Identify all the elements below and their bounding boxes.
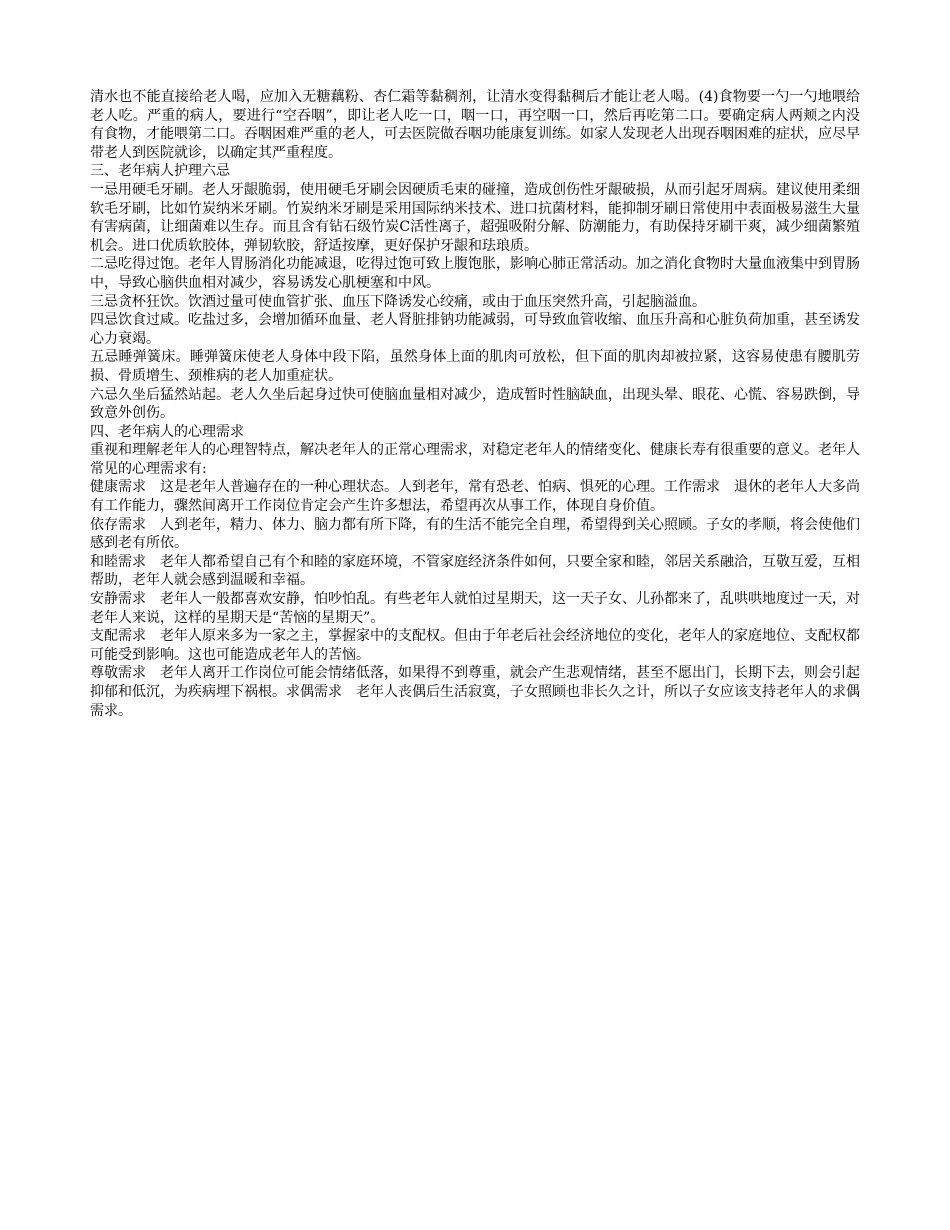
paragraph-taboo-drinking: 三忌贪杯狂饮。饮酒过量可使血管扩张、血压下降诱发心绞痛，或由于血压突然升高，引起脑溢血。	[90, 293, 706, 310]
paragraph-taboo-salty-food: 四忌饮食过咸。吃盐过多，会增加循环血量、老人肾脏排钠功能减弱，可导致血管收缩、血压升高和心脏负荷加重，甚至诱发心力衰竭。	[90, 312, 860, 347]
paragraph-taboo-standing-suddenly: 六忌久坐后猛然站起。老人久坐后起身过快可使脑血量相对减少，造成暂时性脑缺血，出现头晕、眼花、心慌、容易跌倒，导致意外创伤。	[90, 386, 860, 422]
paragraph-need-health-work: 健康需求 这是老年人普遍存在的一种心理状态。人到老年，常有恐老、怕病、惧死的心理。工作需求 退休的老年人大多尚有工作能力，骤然间离开工作岗位肯定会产生许多想法，希望再次从事工作，体现自身价值。	[90, 479, 860, 515]
paragraph-need-respect-companionship: 尊敬需求 老年人离开工作岗位可能会情绪低落，如果得不到尊重，就会产生悲观情绪，甚至不愿出门，长期下去，则会引起抑郁和低沉，为疾病埋下祸根。求偶需求 老年人丧偶后生活寂寞，子女照顾也非长久之计，所以子女应该支持老年人的求偶需求。	[90, 665, 860, 719]
paragraph-need-quiet: 安静需求 老年人一般都喜欢安静，怕吵怕乱。有些老年人就怕过星期天，这一天子女、儿孙都来了，乱哄哄地度过一天，对老年人来说，这样的星期天是“苦恼的星期天”。	[90, 591, 860, 626]
section-heading-six-taboos: 三、老年病人护理六忌	[90, 163, 230, 180]
paragraph-taboo-spring-bed: 五忌睡弹簧床。睡弹簧床使老人身体中段下陷，虽然身体上面的肌肉可放松，但下面的肌肉却被拉紧，这容易使患有腰肌劳损、骨质增生、颈椎病的老人加重症状。	[90, 349, 860, 384]
paragraph-taboo-overeating: 二忌吃得过饱。老年人胃肠消化功能减退，吃得过饱可致上腹饱胀，影响心肺正常活动。加之消化食物时大量血液集中到胃肠中，导致心脑供血相对减少，容易诱发心肌梗塞和中风。	[90, 256, 860, 291]
paragraph-need-control: 支配需求 老年人原来多为一家之主，掌握家中的支配权。但由于年老后社会经济地位的变化，老年人的家庭地位、支配权都可能受到影响。这也可能造成老年人的苦恼。	[90, 628, 860, 663]
paragraph-taboo-hard-toothbrush: 一忌用硬毛牙刷。老人牙龈脆弱，使用硬毛牙刷会因硬质毛束的碰撞，造成创伤性牙龈破损，从而引起牙周病。建议使用柔细软毛牙刷，比如竹炭纳米牙刷。竹炭纳米牙刷是采用国际纳米技术、进口抗菌材料，能抑制牙刷日常使用中表面极易滋生大量有害病菌，让细菌难以生存。而且含有钻石级竹炭C活性离子，超强吸附分解、防潮能力，有助保持牙刷干爽，减少细菌繁殖机会。进口优质软胶体，弹韧软胶，舒适按摩，更好保护牙龈和珐琅质。	[90, 181, 860, 254]
paragraph-swallowing-care: 清水也不能直接给老人喝，应加入无糖藕粉、杏仁霜等黏稠剂，让清水变得黏稠后才能让老人喝。(4)食物要一勺一勺地喂给老人吃。严重的病人，要进行“空吞咽”，即让老人吃一口，咽一口，再空咽一口，然后再吃第二口。要确定病人两颊之内没有食物，才能喂第二口。吞咽困难严重的老人，可去医院做吞咽功能康复训练。如家人发现老人出现吞咽困难的症状，应尽早带老人到医院就诊，以确定其严重程度。	[90, 89, 860, 161]
paragraph-need-dependence: 依存需求 人到老年，精力、体力、脑力都有所下降，有的生活不能完全自理，希望得到关心照顾。子女的孝顺，将会使他们感到老有所依。	[90, 516, 860, 552]
section-heading-psychological-needs: 四、老年病人的心理需求	[90, 423, 244, 440]
document-body	[90, 88, 860, 720]
paragraph-need-harmony: 和睦需求 老年人都希望自己有个和睦的家庭环境，不管家庭经济条件如何，只要全家和睦，邻居关系融洽，互敬互爱，互相帮助，老年人就会感到温暖和幸福。	[90, 553, 860, 589]
paragraph-psychology-intro: 重视和理解老年人的心理智特点，解决老年人的正常心理需求，对稳定老年人的情绪变化、健康长寿有很重要的意义。老年人常见的心理需求有:	[90, 442, 860, 477]
